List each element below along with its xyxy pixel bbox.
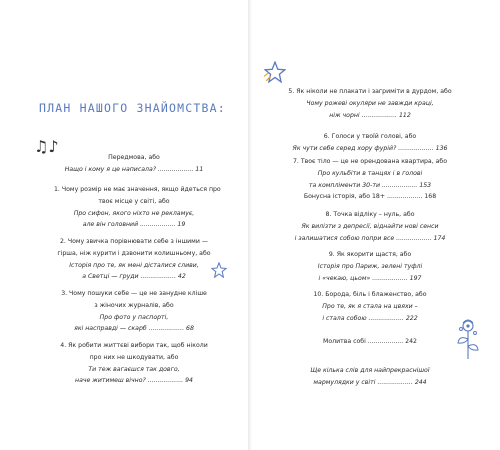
toc-line: 1. Чому розмір не має значення, якщо йдеться про xyxy=(54,186,221,193)
toc-line: 5. Як ніколи не плакати і загриміти в дурдом, або xyxy=(288,88,452,95)
toc-line: і стала собою .................. 222 xyxy=(322,314,418,322)
toc-line: ніж чорні .................. 112 xyxy=(329,111,411,119)
toc-line: Історія про Париж, зелені туфлі xyxy=(317,262,423,270)
toc-line: але він головний .................. 19 xyxy=(82,221,186,229)
toc-entry-4 xyxy=(54,340,214,387)
toc-entry-3 xyxy=(54,288,214,335)
page-title: ПЛАН НАШОГО ЗНАЙОМСТВА: xyxy=(39,101,226,115)
flower-sprig-icon xyxy=(454,315,482,363)
toc-line: наче житимеш вічно? .................. 94 xyxy=(75,377,193,385)
toc-line: які насправді — скарб .................. 68 xyxy=(74,325,194,333)
toc-line: Про кульбіти в танцях і в голові xyxy=(317,169,423,177)
star-icon xyxy=(264,61,286,83)
toc-line: 10. Борода, біль і блаженство, або xyxy=(313,291,427,298)
toc-line: Ще кілька слів для найпрекраснішої xyxy=(310,367,430,374)
left-page xyxy=(6,10,246,440)
toc-line: Нащо і кому я це написала? .................. 11 xyxy=(64,165,204,173)
toc-entry-7 xyxy=(276,156,464,203)
toc-entry-afterword xyxy=(276,365,464,389)
toc-entry-6 xyxy=(276,131,464,155)
toc-line: Молитва собі .................. 242 xyxy=(323,338,417,345)
toc-line: Як вилізти з депресії, віднайти нові сенси xyxy=(301,222,439,230)
toc-line: і «чекаю, цьом» .................. 197 xyxy=(318,274,422,282)
toc-line: 4. Як робити життєві вибори так, щоб ніколи xyxy=(60,342,208,349)
toc-line: твоє місце у світі, або xyxy=(98,197,170,205)
toc-line: 3. Чому пошуки себе — це не занудне кліше xyxy=(61,290,207,297)
toc-line: Про сифон, якого ніхто не рекламує, xyxy=(73,209,195,217)
toc-line: і залишатися собою попри все .................. 174 xyxy=(294,234,446,242)
toc-entry-prayer xyxy=(276,336,464,348)
toc-line: Чому рожеві окуляри не завжди краці, xyxy=(306,99,434,107)
toc-line: 8. Точка відліку – нуль, або xyxy=(325,211,415,218)
toc-line: 9. Як якорити щастя, або xyxy=(328,251,412,258)
toc-entry-9 xyxy=(276,249,464,284)
toc-line: 6. Голоси у твоїй голові, або xyxy=(323,133,417,140)
toc-entry-5 xyxy=(276,86,464,121)
toc-line: 2. Чому звичка порівнювати себе з іншими — xyxy=(59,238,209,245)
toc-entry-2 xyxy=(54,236,214,283)
toc-line: Про те, як я стала на цвяхи – xyxy=(322,302,418,310)
toc-line: про них не шкодувати, або xyxy=(89,353,179,361)
toc-entry-1 xyxy=(54,184,221,231)
toc-line: 7. Твоє тіло — це не орендована квартира, або xyxy=(292,158,448,165)
toc-line: гірша, ніж курити і дзвонити колишньому, або xyxy=(57,249,211,257)
toc-entry-preface xyxy=(54,152,214,176)
toc-line: Як чути себе серед хору фурій? .................. 136 xyxy=(292,144,448,152)
toc-line: Бонусна історія, або 18+ .................. 168 xyxy=(303,193,437,201)
toc-line: а Светці — груди .................. 42 xyxy=(82,273,186,281)
toc-line: Історія про те, як мені дісталися сливи, xyxy=(69,261,199,269)
right-page xyxy=(254,10,494,440)
star-icon xyxy=(211,262,227,278)
toc-line: Про фото у паспорті, xyxy=(99,313,169,321)
toc-line: та компліменти 30-ти .................. 153 xyxy=(308,181,432,189)
toc-line: Передмова, або xyxy=(108,154,160,161)
toc-line: Ти теж вагаєшся так довго, xyxy=(88,365,180,373)
toc-line: мармулядки у світі .................. 244 xyxy=(313,378,427,386)
music-notes-icon: ♫♪ xyxy=(34,137,59,156)
toc-entry-10 xyxy=(276,289,464,324)
book-gutter xyxy=(248,0,252,450)
toc-entry-8 xyxy=(276,209,464,244)
toc-line: з жіночих журналів, або xyxy=(94,301,174,309)
